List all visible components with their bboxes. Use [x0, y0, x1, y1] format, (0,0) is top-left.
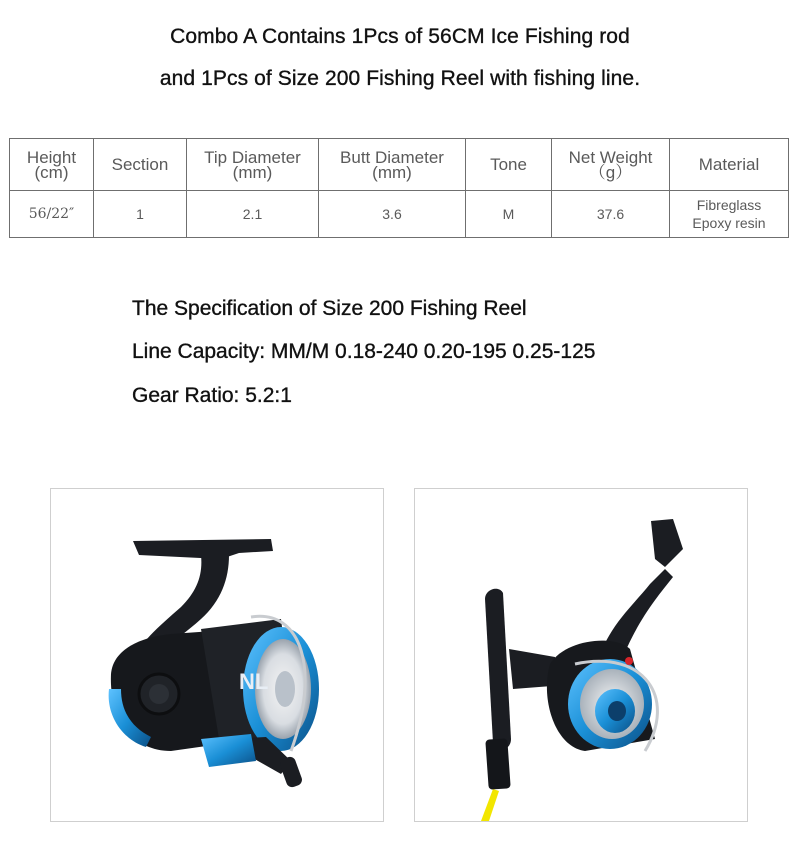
header-tip-diameter-unit: (mm) [232, 162, 273, 182]
header-butt-diameter-label: Butt Diameter [340, 147, 444, 167]
reel-line-capacity: Line Capacity: MM/M 0.18-240 0.20-195 0.25-125 [132, 340, 596, 363]
table-row [10, 191, 789, 238]
cell-tip-diameter: 2.1 [187, 191, 319, 238]
cell-height: 56/22″ [10, 191, 94, 238]
header-height-unit: (cm) [34, 162, 69, 182]
cell-section: 1 [94, 191, 187, 238]
header-tone [466, 139, 552, 191]
reel-product-photo [50, 488, 384, 822]
combo-product-photo [414, 488, 748, 822]
header-butt-diameter-unit: (mm) [372, 162, 412, 182]
material-line-1: Fibreglass [696, 197, 762, 213]
header-net-weight-unit: （g） [588, 162, 633, 182]
material-line-2: Epoxy resin [692, 215, 766, 231]
reel-spec-title: The Specification of Size 200 Fishing Reel [132, 297, 527, 320]
cell-butt-diameter: 3.6 [319, 191, 466, 238]
cell-net-weight: 37.6 [552, 191, 670, 238]
cell-tone: M [466, 191, 552, 238]
cell-material [670, 191, 789, 238]
headline-line-1: Combo A Contains 1Pcs of 56CM Ice Fishing rod [170, 25, 630, 48]
header-height-label: Height [26, 147, 77, 167]
reel-brand-label: NL [239, 669, 269, 694]
ice-rod-combo-image [415, 489, 747, 821]
header-material-label: Material [698, 155, 760, 174]
spec-table [9, 138, 789, 238]
header-butt-diameter [319, 139, 466, 191]
header-net-weight [552, 139, 670, 191]
header-section-label: Section [111, 155, 169, 174]
header-net-weight-label: Net Weight [568, 147, 653, 167]
header-tip-diameter [187, 139, 319, 191]
spinning-reel-image [51, 489, 383, 821]
headline-line-2: and 1Pcs of Size 200 Fishing Reel with fishing line. [159, 67, 641, 90]
header-tip-diameter-label: Tip Diameter [204, 147, 301, 167]
header-material [670, 139, 789, 191]
table-header-row [10, 139, 789, 191]
header-section [94, 139, 187, 191]
header-tone-label: Tone [490, 155, 527, 174]
reel-gear-ratio: Gear Ratio: 5.2:1 [132, 384, 292, 407]
header-height [10, 139, 94, 191]
